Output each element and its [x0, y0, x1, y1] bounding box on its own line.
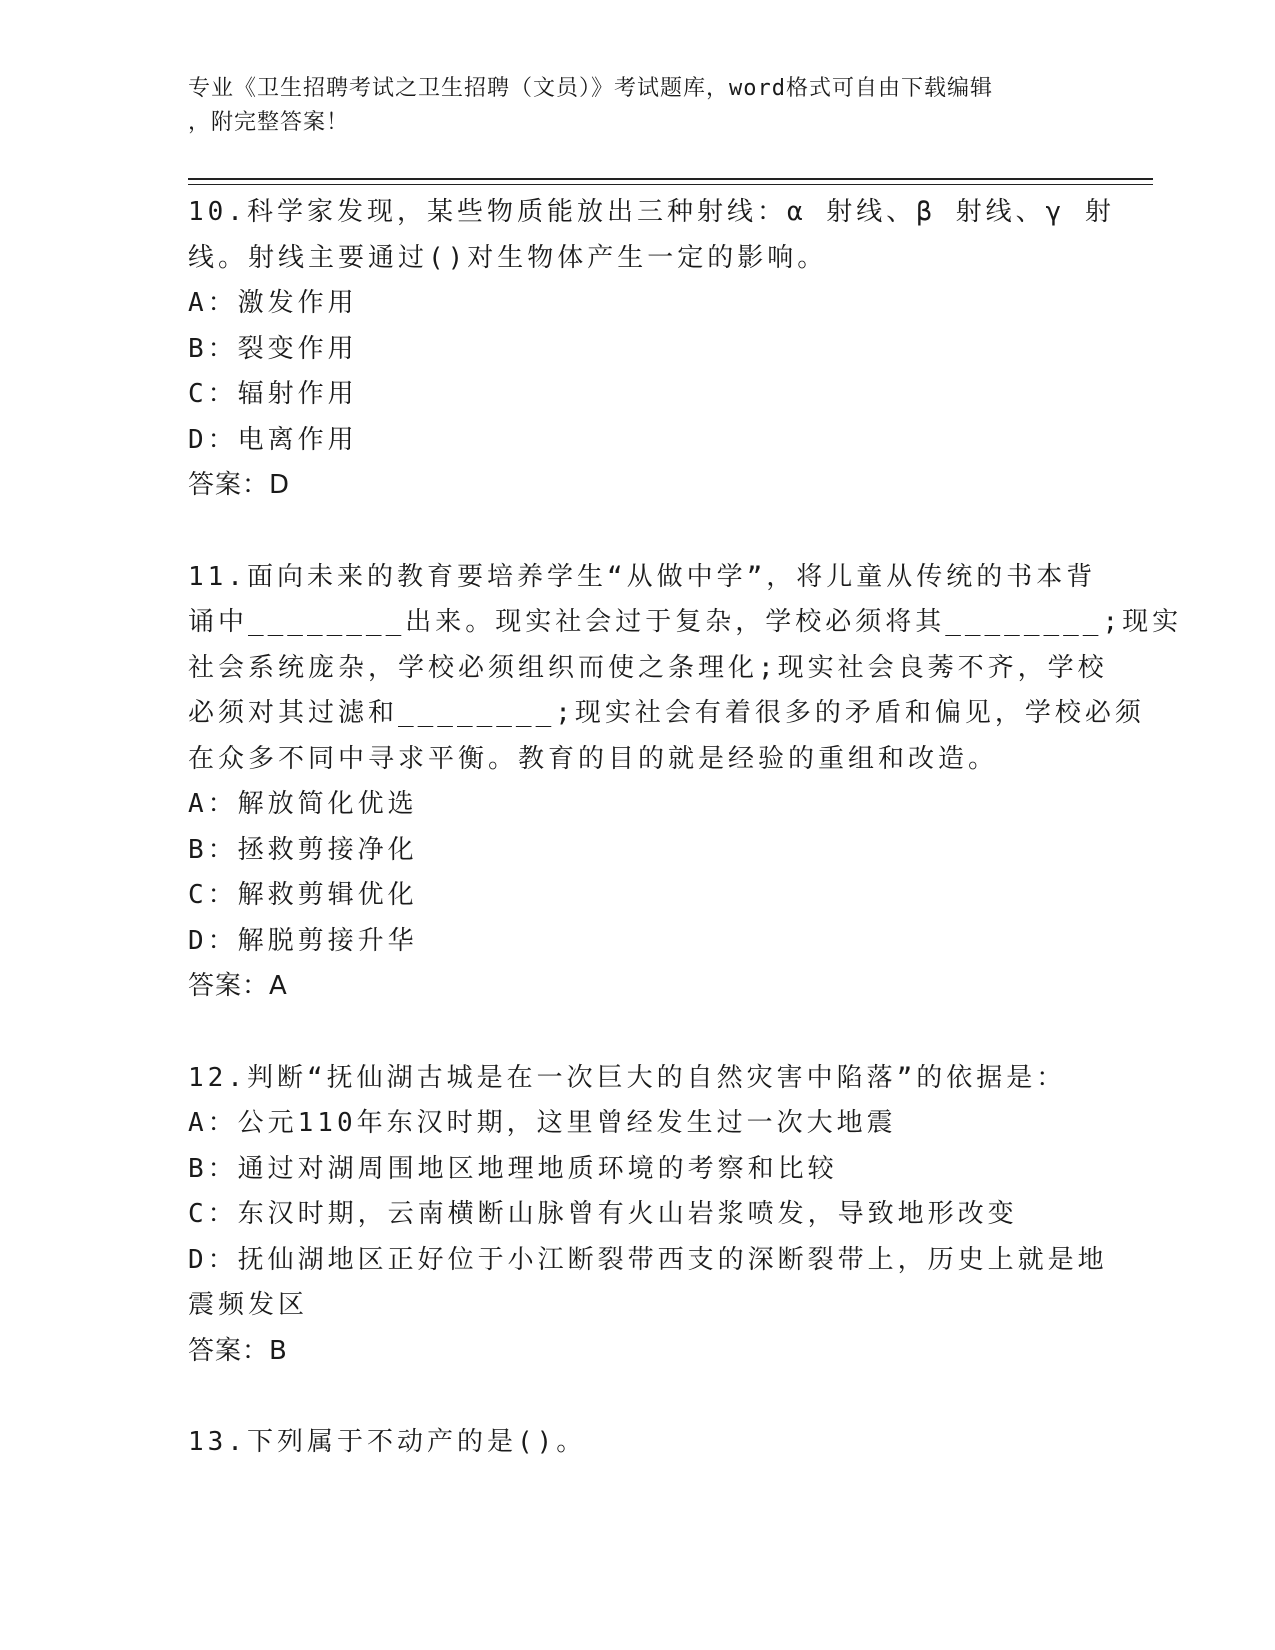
answer-line: 答案：B [188, 1335, 288, 1366]
question-text: 10.科学家发现，某些物质能放出三种射线：α 射线、β 射线、γ 射 [188, 197, 1115, 227]
question-text: 社会系统庞杂，学校必须组织而使之条理化;现实社会良莠不齐，学校 [188, 652, 1108, 683]
option-c: C：辐射作用 [188, 379, 358, 409]
option-a: A：公元110年东汉时期，这里曾经发生过一次大地震 [188, 1108, 897, 1138]
question-10 [188, 190, 1115, 509]
question-text: 13.下列属于不动产的是()。 [188, 1427, 587, 1457]
option-a: A：激发作用 [188, 288, 358, 318]
header-rule-thick [188, 178, 1153, 180]
option-c: C：东汉时期，云南横断山脉曾有火山岩浆喷发，导致地形改变 [188, 1199, 1018, 1229]
question-text: 在众多不同中寻求平衡。教育的目的就是经验的重组和改造。 [188, 743, 999, 774]
question-list [188, 190, 1183, 1512]
option-d: D：抚仙湖地区正好位于小江断裂带西支的深断裂带上，历史上就是地 [188, 1244, 1108, 1275]
option-a: A：解放简化优选 [188, 789, 418, 819]
question-text: 必须对其过滤和________;现实社会有着很多的矛盾和偏见，学校必须 [188, 698, 1145, 728]
option-b: B：拯救剪接净化 [188, 834, 418, 865]
question-12 [188, 1056, 1108, 1375]
option-d-continued: 震频发区 [188, 1290, 309, 1320]
option-d: D：电离作用 [188, 424, 358, 455]
answer-line: 答案：A [188, 971, 288, 1001]
question-11 [188, 555, 1183, 1010]
question-text: 线。射线主要通过()对生物体产生一定的影响。 [188, 242, 828, 273]
option-b: B：裂变作用 [188, 333, 358, 364]
option-d: D：解脱剪接升华 [188, 925, 418, 956]
option-c: C：解救剪辑优化 [188, 880, 418, 910]
document-header [188, 72, 1068, 140]
answer-line: 答案：D [188, 470, 291, 500]
header-line-1: 专业《卫生招聘考试之卫生招聘（文员）》考试题库，word格式可自由下载编辑 [188, 76, 993, 101]
question-text: 11.面向未来的教育要培养学生“从做中学”，将儿童从传统的书本背 [188, 561, 1097, 592]
header-rule-thin [188, 184, 1153, 185]
question-13 [188, 1420, 1088, 1466]
question-text: 12.判断“抚仙湖古城是在一次巨大的自然灾害中陷落”的依据是： [188, 1062, 1067, 1093]
header-line-2: ，附完整答案！ [188, 110, 350, 135]
option-b: B：通过对湖周围地区地理地质环境的考察和比较 [188, 1153, 838, 1184]
question-text: 诵中________出来。现实社会过于复杂，学校必须将其________;现实 [188, 607, 1183, 637]
